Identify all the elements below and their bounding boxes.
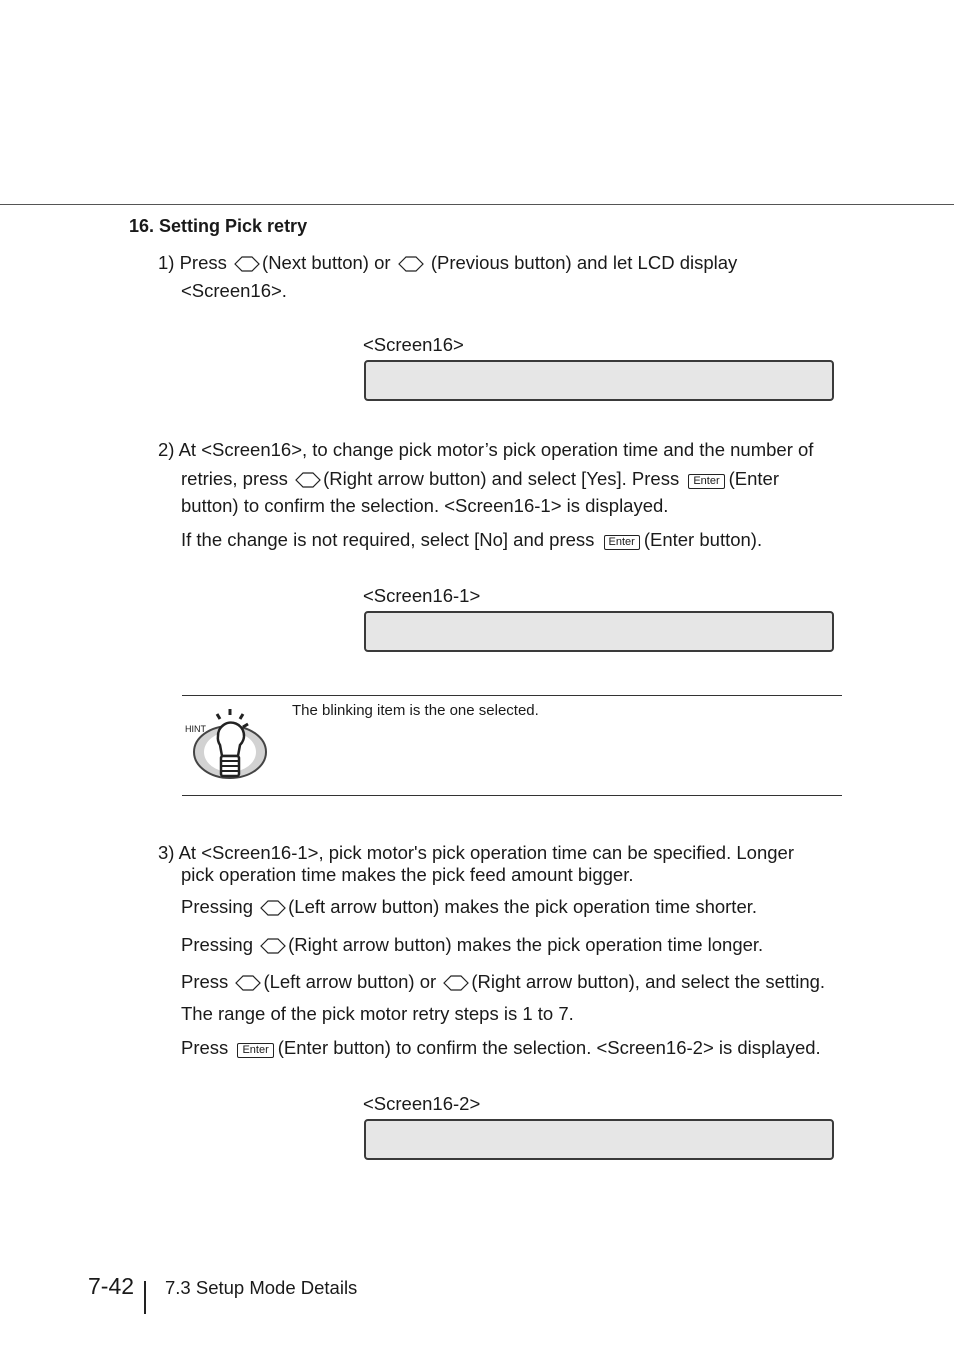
page-number: 7-42 xyxy=(88,1273,135,1299)
step3-press-2: Press xyxy=(181,1037,229,1058)
step1-next-text: (Next button) or xyxy=(262,252,391,273)
screen16-1-label: <Screen16-1> xyxy=(363,585,481,606)
screen16-label: <Screen16> xyxy=(363,334,464,355)
enter-key-icon: Enter xyxy=(237,1043,273,1058)
screen16-1-lcd xyxy=(364,611,834,652)
step3-line1 xyxy=(158,842,794,864)
step3-line5 xyxy=(181,971,825,997)
screen16-2-label: <Screen16-2> xyxy=(363,1093,481,1114)
step2-number: 2) xyxy=(158,439,175,460)
section-heading: 16. Setting Pick retry xyxy=(129,216,308,236)
step3-pressing-2: Pressing xyxy=(181,934,253,955)
enter-key-icon: Enter xyxy=(604,535,640,550)
footer-divider xyxy=(144,1281,146,1314)
step3-left-shorter: (Left arrow button) makes the pick operation time shorter. xyxy=(288,896,758,917)
right-arrow-button-icon xyxy=(260,937,286,960)
step2-right-text: (Right arrow button) and select [Yes]. Press xyxy=(323,468,680,489)
step2-line4 xyxy=(181,529,762,551)
right-arrow-button-icon xyxy=(295,471,321,494)
step1-line1 xyxy=(158,252,737,278)
step1-line2: <Screen16>. xyxy=(181,280,287,301)
step3-line2: pick operation time makes the pick feed amount bigger. xyxy=(181,864,634,885)
step2-enter-text: (Enter xyxy=(728,468,780,489)
next-button-icon xyxy=(234,255,260,278)
step3-left-or: (Left arrow button) or xyxy=(263,971,437,992)
step2-line3: button) to confirm the selection. <Screen16-1> is displayed. xyxy=(181,495,669,516)
step3-line4 xyxy=(181,934,763,960)
hint-lightbulb-icon xyxy=(184,706,270,789)
hint-text: The blinking item is the one selected. xyxy=(292,702,539,719)
step1-press: Press xyxy=(179,252,227,273)
hint-label: HINT xyxy=(185,724,206,734)
step3-line3 xyxy=(181,896,757,922)
enter-key-icon: Enter xyxy=(688,474,724,489)
step3-right-select: (Right arrow button), and select the setting. xyxy=(471,971,826,992)
step1-prev-text: (Previous button) and let LCD display xyxy=(430,252,738,273)
step3-press: Press xyxy=(181,971,229,992)
screen16-lcd xyxy=(364,360,834,401)
step2-retries-press: retries, press xyxy=(181,468,288,489)
step3-range: The range of the pick motor retry steps is 1 to 7. xyxy=(181,1003,574,1024)
previous-button-icon xyxy=(398,255,424,278)
left-arrow-button-icon xyxy=(260,899,286,922)
left-arrow-button-icon xyxy=(235,974,261,997)
step2-no-enter-text: (Enter button). xyxy=(643,529,763,550)
screen16-2-lcd xyxy=(364,1119,834,1160)
step3-number: 3) xyxy=(158,842,175,863)
step2-line2 xyxy=(181,468,779,494)
step3-line7 xyxy=(181,1037,821,1059)
footer-section-title: 7.3 Setup Mode Details xyxy=(165,1277,358,1298)
right-arrow-button-icon xyxy=(443,974,469,997)
step3-enter-confirm: (Enter button) to confirm the selection. <Screen16-2> is displayed. xyxy=(277,1037,821,1058)
step3-right-longer: (Right arrow button) makes the pick operation time longer. xyxy=(288,934,764,955)
step2-no-text: If the change is not required, select [No] and press xyxy=(181,529,595,550)
step1-number: 1) xyxy=(158,252,175,273)
step3-line1-text: At <Screen16-1>, pick motor's pick operation time can be specified. Longer xyxy=(178,842,794,863)
step2-line1-text: At <Screen16>, to change pick motor’s pick operation time and the number of xyxy=(178,439,814,460)
step3-pressing: Pressing xyxy=(181,896,253,917)
header-rule xyxy=(0,204,954,205)
step2-line1 xyxy=(158,439,813,461)
